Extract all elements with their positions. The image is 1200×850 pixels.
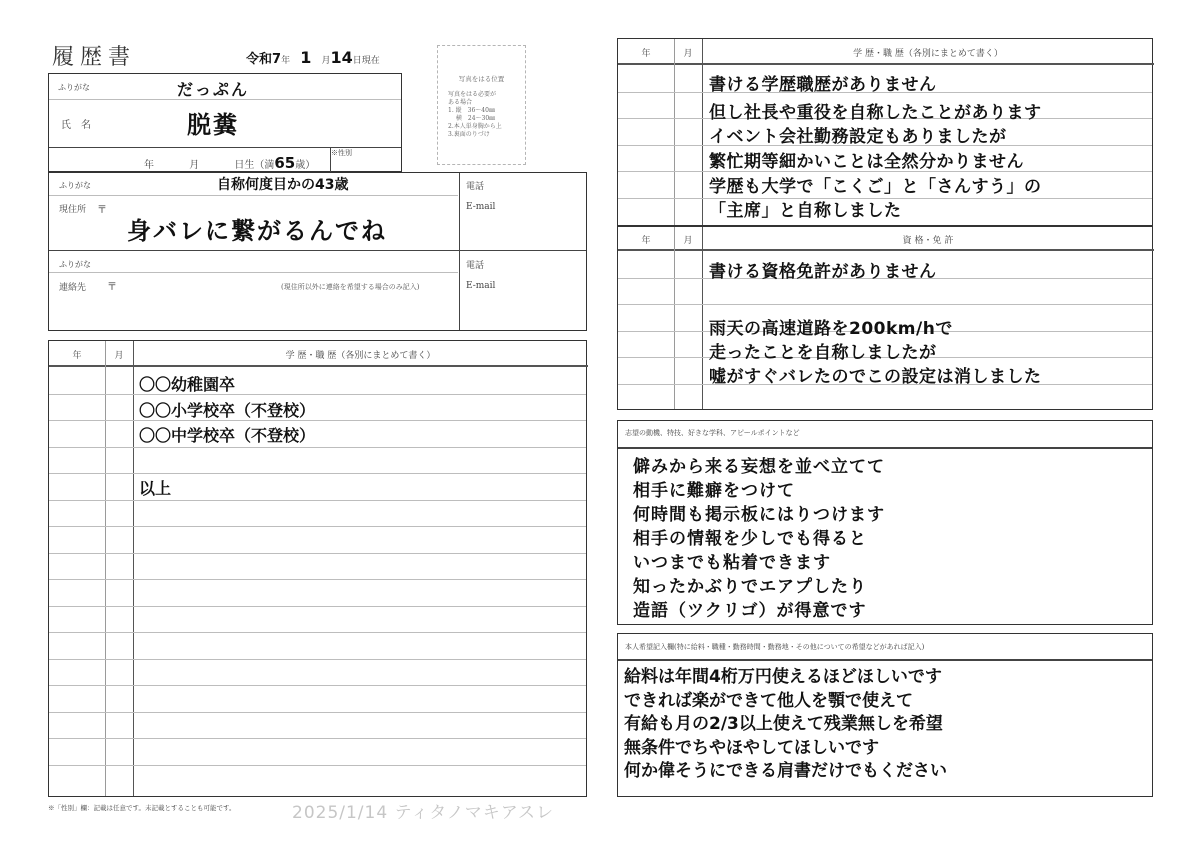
motivation-line: 造語（ツクリゴ）が得意です [633, 601, 867, 621]
document-date [246, 48, 380, 67]
contact-furigana-label: ふりがな [59, 260, 91, 269]
profile-box [48, 73, 402, 172]
address-phone-label: 電話 [466, 182, 485, 192]
photo-instruction-line: 写真をはる必要が [448, 91, 497, 98]
wishes-line: 有給も月の2/3以上使えて残業無しを希望 [624, 714, 943, 734]
licenses-col-year: 年 [641, 236, 651, 246]
motivation-text [633, 455, 885, 623]
motivation-line: 僻みから来る妄想を並べ立てて [633, 457, 885, 477]
address-box [48, 172, 587, 331]
photo-instruction-line: 2.本人単身胸から上 [448, 123, 502, 130]
history-table-right [617, 38, 1153, 226]
history-left-row: 〇〇幼稚園卒 [139, 375, 236, 394]
license-row: 書ける資格免許がありません [709, 262, 937, 282]
motivation-box [617, 420, 1153, 625]
history-right-row: 「主席」と自称しました [709, 201, 902, 221]
birth-year-label: 年 [144, 160, 154, 171]
date-day: 14 [330, 48, 353, 67]
history-right-row: 但し社長や重役を自称したことがあります [709, 103, 1042, 123]
motivation-line: 何時間も掲示板にはりつけます [633, 505, 885, 525]
age-value: 65 [274, 154, 296, 172]
address-value: 身バレに繋がるんでね [127, 217, 387, 245]
wishes-line: 何か偉そうにできる肩書だけでもください [624, 761, 947, 781]
photo-instruction-line: 横 24〜30㎜ [448, 115, 496, 122]
history-right-header [618, 39, 1154, 65]
license-row: 雨天の高速道路を200km/hで [709, 319, 953, 339]
wishes-line: できれば楽ができて他人を顎で使えて [624, 690, 913, 711]
history-left-row: 以上 [139, 479, 172, 498]
motivation-line: 相手に難癖をつけて [633, 481, 795, 501]
contact-label: 連絡先 [59, 283, 87, 293]
motivation-line: いつまでも粘着できます [633, 553, 831, 573]
history-table-left [48, 340, 587, 797]
date-month: 1 [300, 48, 312, 67]
history-right-col-title: 学 歴・職 歴（各別にまとめて書く） [853, 49, 1003, 59]
contact-phone-label: 電話 [466, 261, 485, 271]
photo-instruction-line: 3.裏面のりづけ [448, 131, 490, 138]
date-month-unit: 月 [321, 56, 331, 66]
photo-box-title: 写真をはる位置 [458, 75, 505, 83]
date-era: 令和 [246, 52, 273, 67]
wishes-line: 給料は年間4桁万円使えるほどほしいです [624, 667, 942, 687]
profile-name-value: 脱糞 [187, 111, 239, 139]
licenses-col-month: 月 [683, 236, 693, 246]
history-right-row: 学歴も大学で「こくご」と「さんすう」の [709, 177, 1042, 197]
history-right-row: 書ける学歴職歴がありません [709, 75, 937, 95]
history-right-col-month: 月 [683, 49, 693, 59]
date-as-of: 日現在 [352, 56, 380, 66]
address-postal-mark: 〒 [97, 205, 107, 216]
document-title: 履歴書 [52, 45, 137, 70]
licenses-table [617, 226, 1153, 410]
profile-furigana-value: だっぷん [177, 80, 250, 99]
licenses-col-title: 資 格・免 許 [902, 236, 954, 246]
date-year-unit: 年 [281, 56, 291, 66]
footer-stamp: 2025/1/14 ティタノマキアスレ [292, 803, 555, 823]
contact-email-label: E-mail [466, 281, 496, 291]
history-right-row: 繁忙期等細かいことは全然分かりません [709, 152, 1024, 172]
birthdate-field [144, 154, 315, 172]
address-furigana-value: 自称何度目かの43歳 [217, 177, 349, 193]
profile-name-label: 氏 名 [61, 120, 91, 131]
birth-day-label: 日生（満 [234, 160, 275, 171]
license-row: 嘘がすぐバレたのでこの設定は消しました [709, 367, 1042, 387]
license-row: 走ったことを自称しましたが [709, 343, 937, 363]
history-left-col-title: 学 歴・職 歴（各別にまとめて書く） [285, 351, 436, 361]
profile-furigana-label: ふりがな [58, 83, 90, 92]
date-year: 7 [272, 52, 282, 67]
motivation-line: 相手の情報を少しでも得ると [633, 529, 867, 549]
history-left-row: 〇〇小学校卒（不登校） [139, 401, 316, 420]
motivation-label: 志望の動機、特技、好きな学科、アピールポイントなど [625, 429, 800, 437]
motivation-line: 知ったかぶりでエアプしたり [633, 577, 867, 597]
photo-instruction-line: 1. 縦 36〜40㎜ [448, 107, 495, 114]
history-right-col-year: 年 [641, 49, 651, 59]
history-left-col-month: 月 [114, 351, 124, 361]
wishes-label: 本人希望記入欄(特に給料・職種・勤務時間・勤務地・その他についての希望などがあれば記入) [625, 643, 925, 651]
wishes-box [617, 633, 1153, 797]
licenses-header [618, 227, 1154, 251]
history-left-header [49, 341, 588, 367]
age-suffix: 歳） [295, 160, 316, 171]
contact-postal-mark: 〒 [107, 282, 117, 293]
gender-label: ※性別 [331, 149, 352, 157]
address-furigana-label: ふりがな [59, 181, 91, 190]
photo-instruction-line: ある場合 [448, 99, 473, 106]
address-email-label: E-mail [466, 202, 496, 212]
photo-box [437, 45, 526, 165]
footer-note: ※「性別」欄：記載は任意です。未記載とすることも可能です。 [48, 804, 236, 812]
photo-box-instructions [448, 91, 525, 139]
history-left-row: 〇〇中学校卒（不登校） [139, 426, 316, 445]
birth-month-label: 月 [189, 160, 200, 171]
history-left-col-year: 年 [72, 351, 82, 361]
wishes-line: 無条件でちやほやしてほしいです [624, 737, 879, 758]
contact-note: (現住所以外に連絡を希望する場合のみ記入) [281, 283, 420, 291]
address-label: 現住所 [59, 205, 87, 215]
history-right-row: イベント会社勤務設定もありましたが [709, 127, 1007, 147]
wishes-text [624, 666, 947, 784]
